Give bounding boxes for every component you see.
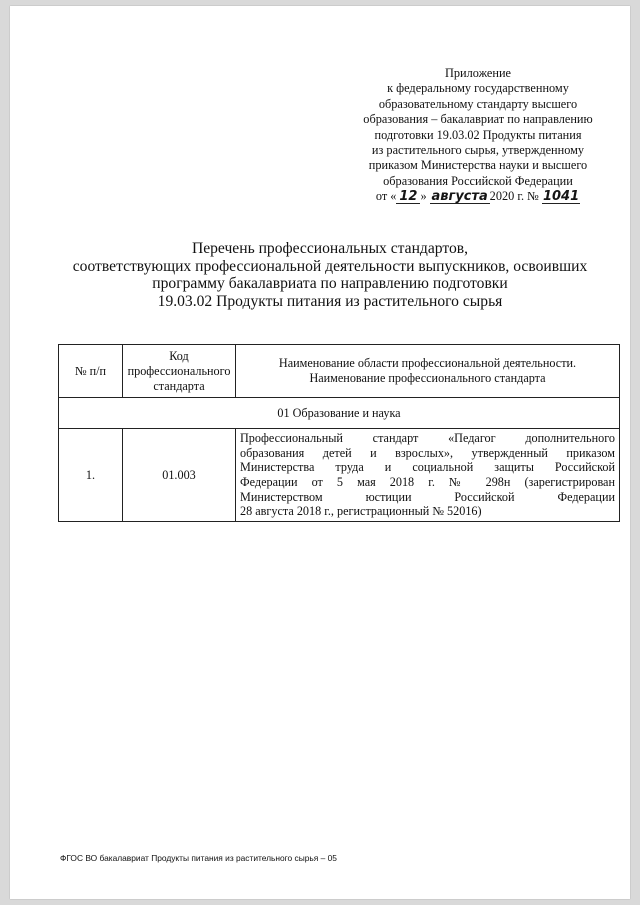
table-row: [59, 429, 620, 522]
standards-table: [58, 344, 620, 522]
handwritten-order-number: 1041: [542, 189, 580, 205]
document-title: [50, 240, 610, 310]
appendix-block: [340, 66, 616, 205]
handwritten-month: августа: [431, 189, 488, 205]
appendix-line: подготовки 19.03.02 Продукты питания: [374, 127, 582, 142]
desc-line: Федерации от 5 мая 2018 г. № 298н (зарегистрирован: [240, 475, 615, 489]
date-year: 2020 г. №: [489, 189, 539, 204]
title-line: 19.03.02 Продукты питания из растительного сырья: [157, 292, 503, 310]
appendix-line: из растительного сырья, утвержденному: [371, 143, 585, 158]
handwritten-day: 12: [396, 190, 420, 204]
section-title: 01 Образование и наука: [59, 398, 620, 429]
order-date-line: [340, 189, 616, 204]
document-page: [10, 6, 630, 899]
table-header-row: [59, 345, 620, 398]
row-code: 01.003: [123, 429, 236, 522]
appendix-line: образовательному стандарту высшего: [378, 96, 578, 111]
header-num: № п/п: [59, 345, 123, 398]
appendix-line: образования Российской Федерации: [383, 173, 573, 188]
date-separator: »: [420, 189, 427, 204]
appendix-line: Приложение: [445, 66, 511, 80]
desc-line: Профессиональный стандарт «Педагог дополнительного: [240, 431, 615, 446]
section-row: [59, 398, 620, 429]
desc-line: образования детей и взрослых», утвержденный приказом: [240, 445, 615, 460]
appendix-line: образования – бакалавриат по направлению: [363, 112, 593, 127]
header-code: Код профессионального стандарта: [123, 345, 236, 398]
desc-line: Министерством юстиции Российской Федерации: [240, 489, 615, 504]
desc-line: Министерства труда и социальной защиты Российской: [240, 460, 615, 475]
title-line: Перечень профессиональных стандартов,: [191, 240, 469, 257]
date-prefix: от «: [375, 189, 397, 204]
row-description: [236, 429, 620, 522]
header-name-line: Наименование области профессиональной деятельности.: [278, 356, 577, 370]
appendix-line: приказом Министерства науки и высшего: [368, 158, 588, 173]
appendix-line: к федеральному государственному: [387, 81, 569, 96]
header-name: [236, 345, 620, 398]
header-name-line: Наименование профессионального стандарта: [309, 371, 546, 385]
title-line: программу бакалавриата по направлению подготовки: [152, 275, 508, 292]
page-footer: ФГОС ВО бакалавриат Продукты питания из растительного сырья – 05: [60, 853, 337, 863]
title-line: соответствующих профессиональной деятельности выпускников, освоивших: [72, 257, 588, 275]
row-num: 1.: [59, 429, 123, 522]
desc-line: 28 августа 2018 г., регистрационный № 52016): [240, 504, 482, 519]
